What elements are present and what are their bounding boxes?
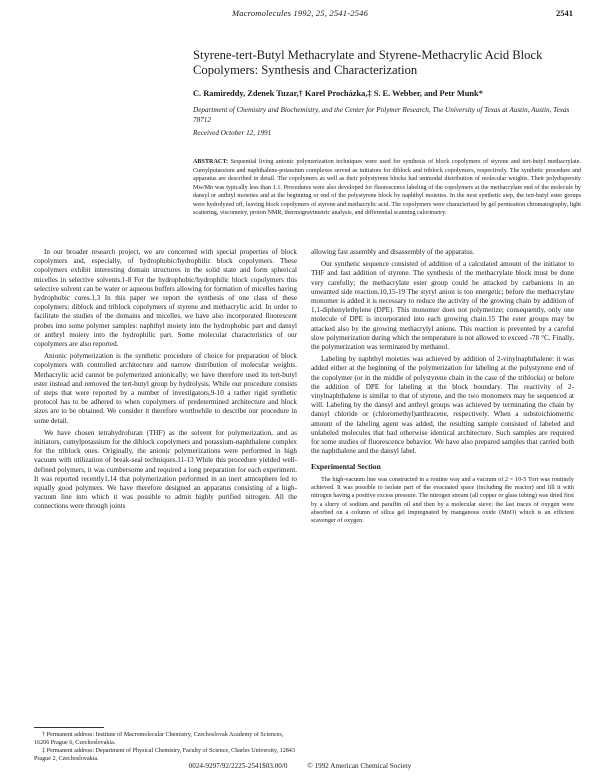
footnote: ‡ Permanent address: Department of Physical Chemistry, Faculty of Science, Charles University, 12843 Prague 2, Czechoslovakia. xyxy=(34,748,295,762)
abstract-text: Sequential living anionic polymerization techniques were used for synthesis of block copolymers of styrene and tert-butyl methacrylate. Cumylpotassium and naphthalene-potassium complexes served as initiators for diblock and triblock copolymers, respectively. The synthetic procedure and apparatus are described in detail. The copolymers as well as their polystyrene blocks had unimodal distribution of molecular weights. Their polydispersity Mw/Mn was typically less than 1.1. Procedures were also developed for fluorescence labeling of the copolymers at the methacrylate end of the molecule by dansyl or anthryl moieties and at the beginning or end of the polystyrene block by naphthyl moieties. In the next synthetic step, the tert-butyl ester groups were hydrolyzed off, leaving block copolymers of styrene and methacrylic acid. The copolymers were characterized by gel permeation chromatography, light scattering, viscometry, proton NMR, thermogravimetric analysis, and differential scanning calorimetry. xyxy=(193,159,581,217)
footnotes xyxy=(34,731,297,763)
body-paragraph: Labeling by naphthyl moieties was achieved by addition of 2-vinylnaphthalene: it was added either at the beginning of the polymerization for labeling at the polystyrene end of the copolymer (or in the middle of polystyrene chain in the case of the triblocks) or before the addition of DPE for labeling at the block boundary. The reactivity of 2-vinylnaphthalene is similar to that of styrene, and the two monomers may be sequenced at will. Labeling by the dansyl and anthryl groups was achieved by terminating the chain by dansyl chloride or (chloromethyl)anthracene, respectively. When a substoichiometric amount of the labeling agent was added, the resulting sample consisted of labeled and unlabeled molecules that had otherwise identical architecture. Such samples are required for some studies of fluorescence behavior. We have also prepared samples that carried both the naphthalene and the dansyl label. xyxy=(311,355,574,456)
footnote: † Permanent address: Institute of Macromolecular Chemistry, Czechoslovak Academy of Sciences, 16206 Prague 6, Czechoslovakia. xyxy=(34,732,284,746)
body-paragraph: Our synthetic sequence consisted of addition of a calculated amount of the initiator to THF and fast addition of styrene. The synthesis of the methacrylate block must be done very carefully; the methacrylate ester group could be attacked by carbanions in an unwanted side reaction.10,15-19 The styryl anion is too energetic; before the methacrylate monomer is added it is necessary to reduce the activity of the growing chain by addition of 1,1-diphenylethylene (DPE). This monomer does not polymerize; consequently, only one molecule of DPE is incorporated into each growing chain.15 The ester groups may be attacked also by the growing methacrylyl anions. This reaction is prevented by a careful slow polymerization during which the temperature is not allowed to exceed -78 °C. Finally, the polymerization was terminated by methanol. xyxy=(311,260,574,352)
section-heading: Experimental Section xyxy=(311,462,381,472)
left-column xyxy=(34,248,297,515)
title-block xyxy=(193,48,583,137)
footnote-divider xyxy=(34,727,104,728)
right-column xyxy=(311,248,574,528)
page-number: 2541 xyxy=(556,8,573,18)
body-paragraph: Anionic polymerization is the synthetic procedure of choice for preparation of block copolymers with controlled architecture and narrow distribution of molecular weights. Methacrylic acid cannot be polymerized anionically; we have therefore used its tert-butyl ester instead and removed the tert-butyl group by hydrolysis. While our procedure consists of steps that were reported by a number of investigators,9-10 a rather rigid synthetic protocol has to be adhered to when copolymers of predetermined architecture and block sizes are to be obtained. We consider it therefore worthwhile to describe our procedure in some detail. xyxy=(34,352,297,425)
abstract-label: ABSTRACT: xyxy=(193,159,229,165)
experimental-paragraph: The high-vacuum line was constructed in a routine way and a vacuum of 2 × 10-5 Torr was routinely achieved. It was possible to isolate part of the evacuated space (including the reactor) and fill it with nitrogen having a positive excess pressure. The nitrogen stream (all copper or glass tubing) was dried first by a slurry of sodium and paraffin oil and then by a molecular sieve; the last traces of oxygen were absorbed on a column of silica gel impregnated by manganous oxide (MnO) which is an efficient scavenger of oxygen. xyxy=(311,475,574,525)
body-paragraph: In our broader research project, we are concerned with special properties of block copolymers and, especially, of hydrophobic/hydrophilic block copolymers. These copolymers exhibit interesting domain structures in the solid state and form spherical micelles in selective solvents.1-8 For the hydrophobic/hydrophilic block copolymers this selective solvent can be water or aqueous buffers allowing for formation of micelles having hydrophobic cores.1,3 In this paper we report the synthesis of one class of these copolymers: diblock and triblock copolymers of styrene and methacrylic acid. In order to facilitate the studies of the domains and micelles, we have also incorporated fluorescent probes into some polymer samples: naphthyl moiety into the hydrophobic part and dansyl or anthryl moiety into the hydrophilic part. Some molecular characteristics of our copolymers are also reported. xyxy=(34,248,297,349)
footer-code: 0024-9297/92/2225-2541$03.00/0 xyxy=(188,762,288,770)
abstract xyxy=(193,158,581,218)
running-header-journal: Macromolecules 1992, 25, 2541-2546 xyxy=(231,8,369,18)
body-paragraph: We have chosen tetrahydrofuran (THF) as the solvent for polymerization, and as initiators, cumylpotassium for the diblock copolymers and potassium-naphthalene complex for the triblock ones. Originally, the anionic polymerizations were performed in high vacuum with utilization of break-seal techniques.11-13 While this procedure yielded well-defined polymers, it was cumbersome and required a long preparation for each experiment. It was reported recently1,14 that polymerization performed in an inert atmosphere led to equally good polymers. We have therefore designed an apparatus consisting of a high-vacuum line into which it was possible to admit highly purified nitrogen. All the connections were through joints xyxy=(34,428,297,511)
article-title: Styrene-tert-Butyl Methacrylate and Styrene-Methacrylic Acid Block Copolymers: Synthesis and Characterization xyxy=(193,48,543,77)
author-list: C. Ramireddy, Zdenek Tuzar,† Karel Procházka,‡ S. E. Webber, and Petr Munk* xyxy=(193,89,483,98)
footer-copyright: © 1992 American Chemical Society xyxy=(307,762,412,770)
page-footer xyxy=(0,762,600,770)
affiliation: Department of Chemistry and Biochemistry, and the Center for Polymer Research, The University of Texas at Austin, Austin, Texas 78712 xyxy=(193,106,570,124)
body-paragraph: allowing fast assembly and disassembly of the apparatus. xyxy=(311,248,475,256)
received-date: Received October 12, 1991 xyxy=(193,129,272,137)
